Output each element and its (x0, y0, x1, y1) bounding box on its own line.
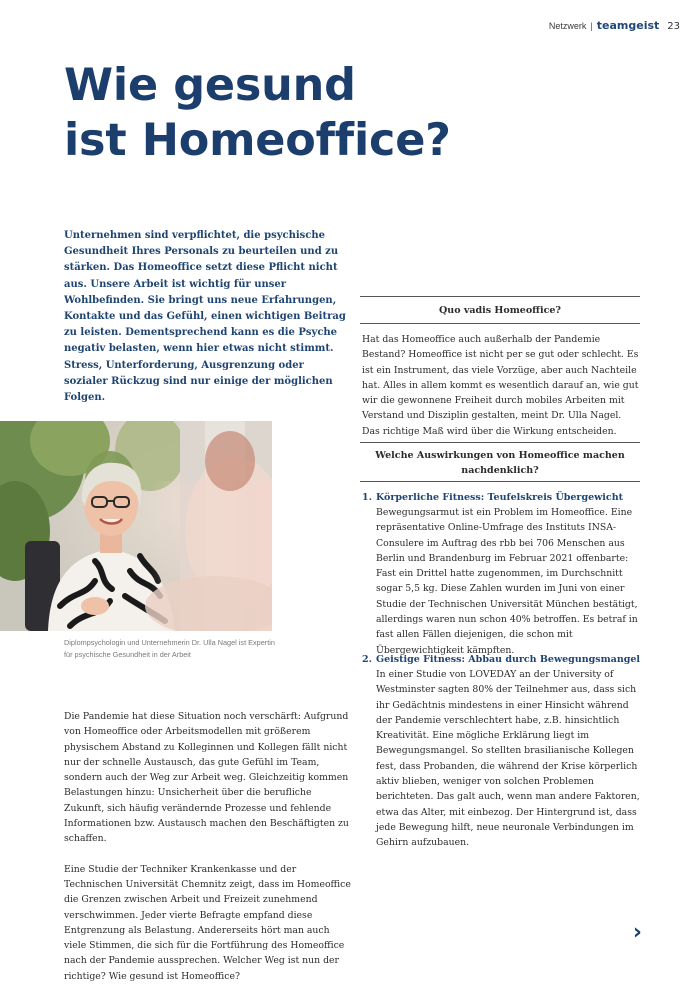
list-item-number: 2. (362, 654, 372, 665)
body-text-left (64, 709, 354, 999)
body-paragraph: Eine Studie der Techniker Krankenkasse und der Technischen Universität Chemnitz zeigt, dass im Homeoffice die Grenzen zwischen Arbeit und Freizeit zunehmend verschwimmen. Jeder vierte Befragte empfand diese Entgrenzung als Belastung. Andererseits hört man auch viele Stimmen, die sich für die Fortführung des Homeoffice nach der Pandemie aussprechen. Welcher Weg ist nun der richtige? Wie gesund ist Homeoffice? (64, 863, 351, 982)
list-item-text: Bewegungsarmut ist ein Problem im Homeoffice. Eine repräsentative Online-Umfrage des Instituts INSA-Consulere im Auftrag des rbb bei 706 Menschen aus Berlin und Brandenburg im Februar 2021 offenbarte: Fast ein Drittel hatte zugenommen, im Durchschnitt sogar 5,5 kg. Diese Zahlen wurden im Juni von einer Studie der Technischen Universität München bestätigt, allerdings waren nun schon 40% betroffen. Es betraf in fast allen Fällen diejenigen, die schon mit Übergewichtigkeit kämpften. (376, 507, 638, 656)
page-number: 23 (667, 21, 680, 32)
box-rule-divider (360, 481, 640, 482)
list-item-heading (362, 490, 642, 505)
article-title-line-2: ist Homeoffice? (64, 115, 451, 166)
list-item-title: Geistige Fitness: Abbau durch Bewegungsmangel (376, 654, 641, 665)
list-item (362, 652, 642, 851)
section-label: Netzwerk (548, 21, 587, 31)
article-title-line-1: Wie gesund (64, 60, 356, 111)
box-rule-top (360, 296, 640, 297)
lead-paragraph: Unternehmen sind verpflichtet, die psychische Gesundheit Ihres Personals zu beurteilen und zu stärken. Das Homeoffice setzt diese Pflicht nicht aus. Unsere Arbeit ist wichtig für unser Wohlbefinden. Sie bringt uns neue Erfahrungen, Kontakte und das Gefühl, einen wichtigen Beitrag zu leisten. Dementsprechend kann es die Psyche negativ belasten, wenn hier etwas nicht stimmt. Stress, Unterforderung, Ausgrenzung oder sozialer Rückzug sind nur einige der möglichen Folgen. (64, 230, 346, 404)
box-heading-quo-vadis: Quo vadis Homeoffice? (439, 305, 561, 316)
body-paragraph: Die Pandemie hat diese Situation noch verschärft: Aufgrund von Homeoffice oder Arbeitsmodellen mit größerem physischem Abstand zu Kolleginnen und Kollegen fällt nicht nur der schnelle Austausch, das gute Gefühl im Team, sondern auch der Weg zur Arbeit weg. Gleichzeitig kommen Belastungen hinzu: Unsicherheit über die berufliche Zukunft, sich häufig verändernde Prozesse und fehlende Informationen bzw. Austausch machen den Beschäftigten zu schaffen. (64, 711, 349, 845)
chevron-right-icon[interactable]: › (632, 920, 642, 945)
portrait-photo (0, 421, 272, 631)
list-item-heading (362, 652, 642, 667)
list-item-title: Körperliche Fitness: Teufelskreis Übergewicht (376, 492, 623, 503)
list-item-text: In einer Studie von LOVEDAY an der University of Westminster sagten 80% der Teilnehmer aus, dass sich ihr Gedächtnis mindestens in einer Hinsicht während der Pandemie verschlechtert habe, z.B. hinsichtlich Kreativität. Eine mögliche Erklärung liegt im Bewegungsmangel. So stellten brasilianische Kollegen fest, dass Probanden, die während der Krise körperlich aktiv blieben, weniger von solchen Problemen berichteten. Das galt auch, wenn man andere Faktoren, etwa das Alter, mit einbezog. Der Hintergrund ist, dass jede Bewegung hilft, neue neuronale Verbindungen im Gehirn aufzubauen. (376, 669, 640, 849)
box-rule-divider (360, 323, 640, 324)
header-separator: | (590, 21, 593, 31)
running-header (549, 19, 680, 32)
magazine-brand: teamgeist (596, 19, 660, 32)
portrait-illustration (0, 421, 272, 631)
list-item-number: 1. (362, 492, 372, 503)
box-heading-auswirkungen: Welche Auswirkungen von Homeoffice machen nachdenklich? (375, 450, 625, 476)
photo-caption: Diplompsychologin und Unternehmerin Dr. Ulla Nagel ist Expertin für psychische Gesundheit in der Arbeit (64, 638, 275, 659)
box-rule-top (360, 442, 640, 443)
article-title (64, 58, 451, 168)
list-item (362, 490, 642, 658)
box-text-quo-vadis: Hat das Homeoffice auch außerhalb der Pandemie Bestand? Homeoffice ist nicht per se gut oder schlecht. Es ist ein Instrument, das viele Vorzüge, aber auch Nachteile hat. Alles in allem kommt es wesentlich darauf an, wie gut wir die gewonnene Freiheit durch mobiles Arbeiten mit Verstand und Disziplin gestalten, meint Dr. Ulla Nagel. Das richtige Maß wird über die Wirkung entscheiden. (362, 334, 639, 437)
